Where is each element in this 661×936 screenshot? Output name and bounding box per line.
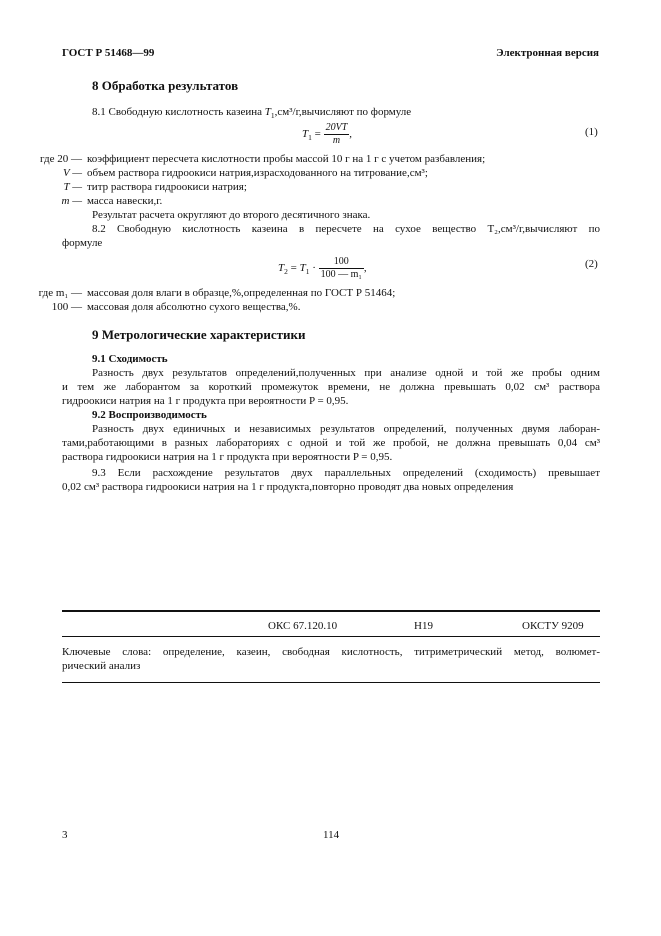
f2-dot: · bbox=[312, 262, 316, 275]
okc-code: ОКС 67.120.10 bbox=[268, 620, 338, 632]
section-9-title: 9 Метрологические характеристики bbox=[92, 327, 306, 342]
f2-lhs: T bbox=[278, 262, 285, 275]
footer-mid-rule bbox=[62, 636, 600, 637]
keywords-line-1: Ключевые слова: определение, казеин, свободная кислотность, титриметрический метод, волюмет- bbox=[62, 646, 600, 658]
f1-fraction bbox=[324, 122, 353, 147]
where-3-text: титр раствора гидроокиси натрия; bbox=[87, 181, 247, 193]
where-1-text: коэффициент пересчета кислотности пробы массой 10 г на 1 г с учетом разбавления; bbox=[87, 153, 486, 165]
where2-2-sym: 100 — bbox=[51, 301, 82, 313]
doc-code: ГОСТ Р 51468—99 bbox=[62, 47, 155, 59]
where-3-sym: T — bbox=[63, 181, 82, 193]
f1-numerator: 20VT bbox=[325, 122, 348, 133]
p91-line-1: Разность двух результатов определений,полученных при анализе одной и той же пробы одним bbox=[92, 367, 600, 379]
where-4-text: масса навески,г. bbox=[87, 195, 163, 207]
where-4-sym: m — bbox=[61, 195, 82, 207]
page-number-center: 114 bbox=[323, 829, 340, 841]
keywords-line-2: рический анализ bbox=[62, 660, 141, 672]
paragraph-8-1 bbox=[92, 105, 411, 119]
footer-bottom-rule bbox=[62, 682, 600, 683]
formula-2 bbox=[278, 256, 367, 281]
f1-eq: = bbox=[314, 128, 321, 141]
p81-sub: 1 bbox=[270, 111, 275, 121]
f2-t-sub: 1 bbox=[305, 267, 310, 277]
p92-line-3: раствора гидроокиси натрия на 1 г продукта при вероятности P = 0,95. bbox=[62, 451, 393, 463]
formula-1-number: (1) bbox=[585, 126, 598, 138]
f2-fraction bbox=[319, 256, 364, 281]
p91-line-2: и тем же лаборантом за короткий промежуток времени, не должна превышать 0,02 см³ раствора bbox=[62, 381, 600, 393]
subsection-9-2-title: 9.2 Воспроизводимость bbox=[92, 409, 207, 421]
f1-tail: , bbox=[349, 128, 353, 141]
subsection-9-1-title: 9.1 Сходимость bbox=[92, 353, 168, 365]
section-8-title: 8 Обработка результатов bbox=[92, 78, 239, 93]
p81-sym: T bbox=[264, 106, 271, 118]
formula-2-number: (2) bbox=[585, 258, 598, 270]
edition-label: Электронная версия bbox=[496, 47, 599, 59]
okstu-code: ОКСТУ 9209 bbox=[522, 620, 584, 632]
p81-pre: 8.1 Свободную кислотность казеина bbox=[92, 106, 263, 118]
paragraph-8-2-line-2: формуле bbox=[62, 237, 103, 249]
h-code: Н19 bbox=[414, 620, 433, 632]
p93-line-2: 0,02 см³ раствора гидроокиси натрия на 1 г продукта,повторно проводят два новых определения bbox=[62, 481, 514, 493]
f2-tail: , bbox=[363, 262, 367, 275]
p92-line-1: Разность двух единичных и независимых результатов определений, полученных двумя лаборан- bbox=[92, 423, 600, 435]
p93-line-1: 9.3 Если расхождение результатов двух параллельных определений (сходимость) превышает bbox=[92, 467, 600, 479]
p81-post: ,см³/г,вычисляют по формуле bbox=[274, 106, 412, 118]
f2-lhs-sub: 2 bbox=[284, 267, 288, 277]
f2-numerator: 100 bbox=[319, 256, 364, 269]
p92-line-2: тами,работающими в разных лабораториях с одной и той же пробой, не должна превышать 0,04 см³ bbox=[62, 437, 600, 449]
f2-denominator: 100 — m₁ bbox=[320, 269, 362, 280]
where2-1-text: массовая доля влаги в образце,%,определенная по ГОСТ Р 51464; bbox=[87, 287, 396, 299]
where-2-sym: V — bbox=[62, 167, 82, 179]
rounding-note: Результат расчета округляют до второго десятичного знака. bbox=[92, 209, 371, 221]
footer-top-rule bbox=[62, 610, 600, 612]
where2-1-sym: где m₁ — bbox=[38, 287, 82, 299]
page-number-left: 3 bbox=[62, 829, 68, 841]
f1-lhs-sub: 1 bbox=[308, 133, 312, 143]
where2-2-text: массовая доля абсолютно сухого вещества,%. bbox=[87, 301, 301, 313]
f2-eq: = bbox=[290, 262, 297, 275]
p91-line-3: гидроокиси натрия на 1 г продукта при вероятности P = 0,95. bbox=[62, 395, 349, 407]
f1-denominator: m bbox=[332, 135, 341, 146]
where-1-sym: где 20 — bbox=[40, 153, 82, 165]
f1-lhs: T bbox=[302, 128, 309, 141]
where-2-text: объем раствора гидроокиси натрия,израсходованного на титрование,см³; bbox=[87, 167, 428, 179]
formula-1 bbox=[302, 122, 352, 147]
f2-t: T bbox=[299, 262, 306, 275]
paragraph-8-2-line-1: 8.2 Свободную кислотность казеина в пересчете на сухое вещество T₂,см³/г,вычисляют по bbox=[92, 223, 600, 235]
